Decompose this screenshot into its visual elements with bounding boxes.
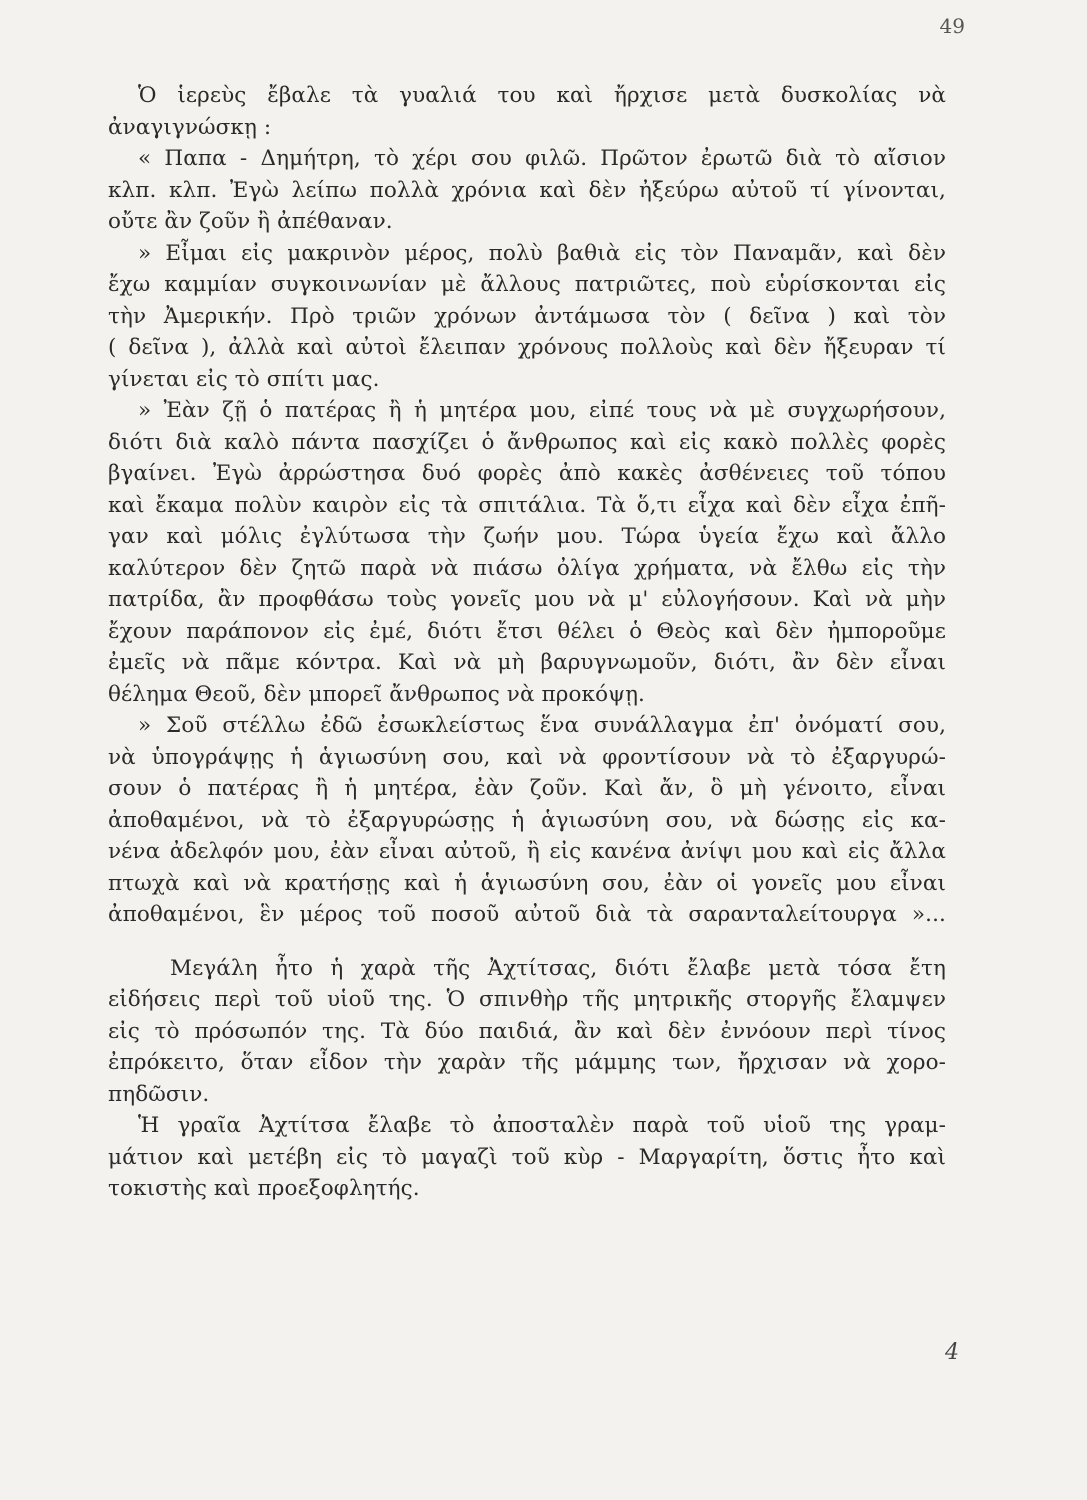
text-line: » Σοῦ στέλλω ἐδῶ ἐσωκλείστως ἕνα συνάλλαγμα ἐπ' ὀνόματί σου,: [138, 713, 946, 738]
text-line: ἔχω καμμίαν συγκοινωνίαν μὲ ἄλλους πατριῶτες, ποὺ εὑρίσκονται εἰς: [108, 272, 946, 297]
text-line: Ἡ γραῖα Ἀχτίτσα ἔλαβε τὸ ἀποσταλὲν παρὰ τοῦ υἱοῦ της γραμ-: [138, 1113, 946, 1138]
text-line: « Παπα - Δημήτρη, τὸ χέρι σου φιλῶ. Πρῶτον ἐρωτῶ διὰ τὸ αἴσιον: [138, 146, 946, 171]
text-line: κλπ. κλπ. Ἐγὼ λείπω πολλὰ χρόνια καὶ δὲν ἠξεύρω αὐτοῦ τί γίνονται,: [108, 177, 946, 203]
text-line: νὰ ὑπογράψῃς ἡ ἁγιωσύνη σου, καὶ νὰ φροντίσουν νὰ τὸ ἐξαργυρώ-: [108, 744, 946, 770]
text-line: Ὁ ἱερεὺς ἔβαλε τὰ γυαλιά του καὶ ἤρχισε μετὰ δυσκολίας νὰ: [138, 83, 946, 108]
text-line: εἰδήσεις περὶ τοῦ υἱοῦ της. Ὁ σπινθὴρ τῆς μητρικῆς στοργῆς ἔλαμψεν: [108, 987, 946, 1012]
text-line: πηδῶσιν.: [108, 1081, 210, 1107]
text-line: καλύτερον δὲν ζητῶ παρὰ νὰ πιάσω ὀλίγα χρήματα, νὰ ἔλθω εἰς τὴν: [108, 555, 946, 581]
text-line: τοκιστὴς καὶ προεξοφλητής.: [108, 1176, 420, 1201]
text-line: μάτιον καὶ μετέβη εἰς τὸ μαγαζὶ τοῦ κὺρ - Μαργαρίτη, ὅστις ἦτο καὶ: [108, 1144, 946, 1170]
text-line: ἀποθαμένοι, ἓν μέρος τοῦ ποσοῦ αὐτοῦ διὰ τὰ σαρανταλείτουργα »...: [108, 902, 946, 927]
text-line: Μεγάλη ἦτο ἡ χαρὰ τῆς Ἀχτίτσας, διότι ἔλαβε μετὰ τόσα ἔτη: [170, 955, 946, 981]
text-line: τὴν Ἀμερικήν. Πρὸ τριῶν χρόνων ἀντάμωσα τὸν ( δεῖνα ) καὶ τὸν: [108, 303, 946, 329]
text-line: θέλημα Θεοῦ, δὲν μπορεῖ ἄνθρωπος νὰ προκόψῃ.: [108, 681, 645, 707]
text-line: γίνεται εἰς τὸ σπίτι μας.: [108, 366, 380, 392]
text-line: » Ἐὰν ζῇ ὁ πατέρας ἢ ἡ μητέρα μου, εἰπέ τους νὰ μὲ συγχωρήσουν,: [138, 398, 946, 423]
printer-signature-mark: 4: [945, 1340, 959, 1365]
text-line: ἐμεῖς νὰ πᾶμε κόντρα. Καὶ νὰ μὴ βαρυγνωμοῦν, διότι, ἂν δὲν εἶναι: [108, 650, 946, 675]
text-line: ( δεῖνα ), ἀλλὰ καὶ αὐτοὶ ἔλειπαν χρόνους πολλοὺς καὶ δὲν ἤξευραν τί: [108, 335, 946, 360]
body-text: [108, 80, 946, 1205]
text-line: εἰς τὸ πρόσωπόν της. Τὰ δύο παιδιά, ἂν καὶ δὲν ἐννόουν περὶ τίνος: [108, 1018, 946, 1044]
text-line: καὶ ἔκαμα πολὺν καιρὸν εἰς τὰ σπιτάλια. Τὰ ὅ,τι εἶχα καὶ δὲν εἶχα ἐπῆ-: [108, 492, 946, 518]
paragraph-gap: [108, 931, 946, 953]
text-line: πτωχὰ καὶ νὰ κρατήσῃς καὶ ἡ ἁγιωσύνη σου, ἐὰν οἱ γονεῖς μου εἶναι: [108, 870, 946, 896]
text-line: σουν ὁ πατέρας ἢ ἡ μητέρα, ἐὰν ζοῦν. Καὶ ἄν, ὃ μὴ γένοιτο, εἶναι: [108, 776, 946, 801]
text-line: γαν καὶ μόλις ἐγλύτωσα τὴν ζωήν μου. Τώρα ὑγεία ἔχω καὶ ἄλλο: [108, 524, 946, 549]
text-line: πατρίδα, ἂν προφθάσω τοὺς γονεῖς μου νὰ μ' εὐλογήσουν. Καὶ νὰ μὴν: [108, 587, 946, 612]
text-line: » Εἶμαι εἰς μακρινὸν μέρος, πολὺ βαθιὰ εἰς τὸν Παναμᾶν, καὶ δὲν: [138, 240, 946, 266]
text-line: διότι διὰ καλὸ πάντα πασχίζει ὁ ἄνθρωπος καὶ εἰς κακὸ πολλὲς φορὲς: [108, 429, 946, 455]
text-line: ἔχουν παράπονον εἰς ἐμέ, διότι ἔτσι θέλει ὁ Θεὸς καὶ δὲν ἠμποροῦμε: [108, 618, 946, 644]
text-line: ἀναγιγνώσκῃ :: [108, 114, 272, 140]
text-line: ἐπρόκειτο, ὅταν εἶδον τὴν χαρὰν τῆς μάμμης των, ἤρχισαν νὰ χορο-: [108, 1050, 946, 1075]
text-line: βγαίνει. Ἐγὼ ἀρρώστησα δυό φορὲς ἀπὸ κακὲς ἀσθένειες τοῦ τόπου: [108, 461, 946, 486]
text-line: νένα ἀδελφόν μου, ἐὰν εἶναι αὐτοῦ, ἢ εἰς κανένα ἀνίψι μου καὶ εἰς ἄλλα: [108, 839, 946, 864]
text-line: οὔτε ἂν ζοῦν ἢ ἀπέθαναν.: [108, 209, 393, 234]
text-line: ἀποθαμένοι, νὰ τὸ ἐξαργυρώσῃς ἡ ἁγιωσύνη σου, νὰ δώσῃς εἰς κα-: [108, 807, 946, 833]
page-number: 49: [939, 14, 965, 38]
